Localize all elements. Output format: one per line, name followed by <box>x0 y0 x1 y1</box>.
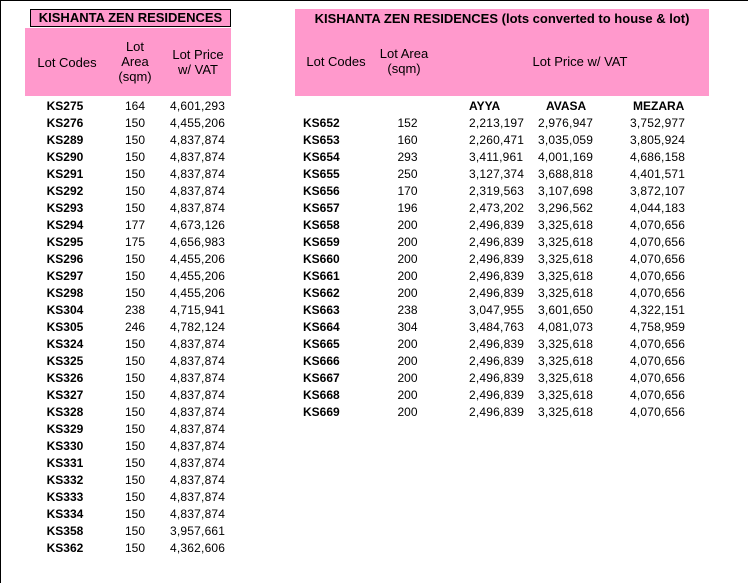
left-table-row <box>25 336 235 353</box>
left-cell-lot-code: KS293 <box>46 201 84 215</box>
frame-left-border <box>0 0 1 583</box>
right-cell-ayya-price: 3,127,374 <box>469 167 525 181</box>
right-cell-lot-area: 152 <box>397 116 418 130</box>
left-cell-lot-price: 4,837,874 <box>170 422 226 436</box>
right-cell-lot-area: 196 <box>397 201 418 215</box>
right-cell-mezara-price: 3,872,107 <box>630 184 686 198</box>
right-cell-ayya-price: 2,319,563 <box>469 184 525 198</box>
left-table-row <box>25 200 235 217</box>
left-cell-lot-price: 4,837,874 <box>170 337 226 351</box>
right-cell-lot-area: 200 <box>397 354 418 368</box>
right-cell-lot-area: 200 <box>397 286 418 300</box>
left-cell-lot-code: KS304 <box>46 303 84 317</box>
right-cell-lot-code: KS664 <box>303 320 340 334</box>
left-header-lot-codes: Lot Codes <box>37 55 97 70</box>
left-cell-lot-price: 4,837,874 <box>170 150 226 164</box>
left-header-lot-price <box>165 47 231 77</box>
right-header-mezara: MEZARA <box>633 99 685 113</box>
right-cell-avasa-price: 3,325,618 <box>538 269 594 283</box>
right-table-header <box>295 9 709 96</box>
right-cell-lot-area: 200 <box>397 235 418 249</box>
left-table-row <box>25 98 235 115</box>
left-table-row <box>25 472 235 489</box>
right-cell-lot-area: 200 <box>397 371 418 385</box>
left-cell-lot-area: 150 <box>124 184 146 198</box>
right-cell-ayya-price: 2,496,839 <box>469 371 525 385</box>
right-cell-lot-code: KS659 <box>303 235 340 249</box>
right-cell-mezara-price: 4,070,656 <box>630 388 686 402</box>
left-cell-lot-area: 175 <box>124 235 146 249</box>
left-cell-lot-code: KS332 <box>46 473 84 487</box>
right-cell-ayya-price: 2,496,839 <box>469 388 525 402</box>
right-cell-avasa-price: 3,035,059 <box>538 133 594 147</box>
left-table-row <box>25 166 235 183</box>
left-table-row <box>25 268 235 285</box>
left-cell-lot-area: 150 <box>124 201 146 215</box>
right-table-row <box>295 285 715 302</box>
left-cell-lot-code: KS294 <box>46 218 84 232</box>
left-table-row <box>25 319 235 336</box>
left-cell-lot-price: 4,782,124 <box>170 320 226 334</box>
right-cell-ayya-price: 2,496,839 <box>469 337 525 351</box>
left-header-lot-price-line1: Lot Price <box>172 47 224 62</box>
right-cell-lot-code: KS656 <box>303 184 340 198</box>
right-cell-mezara-price: 4,070,656 <box>630 218 686 232</box>
left-cell-lot-price: 4,837,874 <box>170 167 226 181</box>
right-cell-ayya-price: 2,473,202 <box>469 201 525 215</box>
left-table-row <box>25 540 235 557</box>
right-header-ayya: AYYA <box>469 99 501 113</box>
right-cell-lot-code: KS658 <box>303 218 340 232</box>
left-cell-lot-area: 150 <box>124 388 146 402</box>
left-table-row <box>25 370 235 387</box>
left-cell-lot-code: KS295 <box>46 235 84 249</box>
right-cell-ayya-price: 3,047,955 <box>469 303 525 317</box>
left-table-row <box>25 285 235 302</box>
right-cell-ayya-price: 2,213,197 <box>469 116 525 130</box>
right-cell-mezara-price: 4,322,151 <box>630 303 686 317</box>
right-cell-avasa-price: 2,976,947 <box>538 116 594 130</box>
left-table-row <box>25 455 235 472</box>
left-cell-lot-price: 4,656,983 <box>170 235 226 249</box>
left-cell-lot-code: KS297 <box>46 269 84 283</box>
left-cell-lot-area: 246 <box>124 320 146 334</box>
left-cell-lot-area: 150 <box>124 541 146 555</box>
frame-top-border <box>0 0 748 1</box>
right-cell-lot-code: KS661 <box>303 269 340 283</box>
left-cell-lot-code: KS328 <box>46 405 84 419</box>
right-cell-ayya-price: 2,496,839 <box>469 354 525 368</box>
left-cell-lot-code: KS296 <box>46 252 84 266</box>
right-cell-mezara-price: 4,070,656 <box>630 371 686 385</box>
right-cell-mezara-price: 4,070,656 <box>630 286 686 300</box>
right-table-title: KISHANTA ZEN RESIDENCES (lots converted to house & lot) <box>314 11 690 26</box>
left-table-row <box>25 353 235 370</box>
left-cell-lot-code: KS331 <box>46 456 84 470</box>
left-cell-lot-code: KS326 <box>46 371 84 385</box>
left-cell-lot-price: 4,455,206 <box>170 252 226 266</box>
left-table-row <box>25 234 235 251</box>
right-cell-mezara-price: 4,044,183 <box>630 201 686 215</box>
right-table-body <box>295 115 715 421</box>
right-cell-ayya-price: 2,496,839 <box>469 405 525 419</box>
left-table-row <box>25 183 235 200</box>
right-cell-avasa-price: 3,325,618 <box>538 235 594 249</box>
left-cell-lot-code: KS334 <box>46 507 84 521</box>
right-cell-lot-code: KS668 <box>303 388 340 402</box>
left-cell-lot-price: 4,362,606 <box>170 541 226 555</box>
right-cell-mezara-price: 4,070,656 <box>630 405 686 419</box>
right-cell-mezara-price: 4,070,656 <box>630 354 686 368</box>
left-table-row <box>25 149 235 166</box>
right-cell-lot-code: KS653 <box>303 133 340 147</box>
right-cell-mezara-price: 4,070,656 <box>630 337 686 351</box>
left-cell-lot-area: 150 <box>124 269 146 283</box>
right-table-row <box>295 217 715 234</box>
right-table-row <box>295 132 715 149</box>
left-table-body <box>25 98 235 557</box>
right-header-avasa: AVASA <box>546 99 587 113</box>
right-cell-mezara-price: 3,752,977 <box>630 116 686 130</box>
right-cell-avasa-price: 3,688,818 <box>538 167 594 181</box>
right-cell-lot-area: 238 <box>397 303 418 317</box>
left-cell-lot-price: 4,837,874 <box>170 405 226 419</box>
left-table-row <box>25 404 235 421</box>
right-cell-lot-code: KS657 <box>303 201 340 215</box>
right-table-row <box>295 115 715 132</box>
right-cell-lot-code: KS662 <box>303 286 340 300</box>
right-cell-lot-code: KS663 <box>303 303 340 317</box>
right-cell-lot-area: 293 <box>397 150 418 164</box>
left-cell-lot-code: KS305 <box>46 320 84 334</box>
left-cell-lot-code: KS330 <box>46 439 84 453</box>
right-table-row <box>295 387 715 404</box>
right-cell-avasa-price: 3,325,618 <box>538 218 594 232</box>
left-header-lot-area-line1: Lot <box>125 39 145 54</box>
left-cell-lot-price: 4,837,874 <box>170 388 226 402</box>
left-cell-lot-area: 150 <box>124 133 146 147</box>
left-cell-lot-price: 4,455,206 <box>170 286 226 300</box>
left-cell-lot-price: 4,837,874 <box>170 371 226 385</box>
right-cell-mezara-price: 4,401,571 <box>630 167 686 181</box>
left-cell-lot-area: 150 <box>124 490 146 504</box>
right-cell-lot-code: KS665 <box>303 337 340 351</box>
left-cell-lot-price: 4,601,293 <box>170 99 226 113</box>
right-table-row <box>295 302 715 319</box>
right-cell-avasa-price: 3,107,698 <box>538 184 594 198</box>
right-cell-avasa-price: 3,325,618 <box>538 286 594 300</box>
right-cell-avasa-price: 3,325,618 <box>538 337 594 351</box>
left-table-row <box>25 506 235 523</box>
right-table-row <box>295 370 715 387</box>
right-cell-ayya-price: 2,260,471 <box>469 133 525 147</box>
right-header-lot-area-line1: Lot Area <box>379 46 429 61</box>
right-cell-ayya-price: 3,484,763 <box>469 320 525 334</box>
right-cell-lot-area: 200 <box>397 337 418 351</box>
left-cell-lot-price: 4,837,874 <box>170 507 226 521</box>
left-cell-lot-area: 150 <box>124 354 146 368</box>
right-cell-mezara-price: 3,805,924 <box>630 133 686 147</box>
left-table-row <box>25 438 235 455</box>
right-table-row <box>295 200 715 217</box>
right-cell-lot-code: KS652 <box>303 116 340 130</box>
left-cell-lot-area: 150 <box>124 337 146 351</box>
left-cell-lot-code: KS358 <box>46 524 84 538</box>
left-cell-lot-price: 4,837,874 <box>170 439 226 453</box>
left-cell-lot-price: 4,837,874 <box>170 184 226 198</box>
right-cell-lot-area: 200 <box>397 218 418 232</box>
right-cell-avasa-price: 3,325,618 <box>538 388 594 402</box>
right-table-row <box>295 183 715 200</box>
left-cell-lot-price: 4,455,206 <box>170 116 226 130</box>
left-cell-lot-price: 4,715,941 <box>170 303 226 317</box>
left-cell-lot-area: 150 <box>124 524 146 538</box>
left-cell-lot-area: 150 <box>124 473 146 487</box>
left-cell-lot-area: 164 <box>124 99 146 113</box>
right-table-row <box>295 336 715 353</box>
right-cell-lot-code: KS660 <box>303 252 340 266</box>
left-header-lot-area-line2: Area <box>121 54 149 69</box>
left-table-row <box>25 115 235 132</box>
right-cell-avasa-price: 3,325,618 <box>538 252 594 266</box>
right-table-row <box>295 404 715 421</box>
left-cell-lot-price: 4,837,874 <box>170 201 226 215</box>
left-cell-lot-area: 150 <box>124 439 146 453</box>
right-table-row <box>295 234 715 251</box>
left-cell-lot-price: 4,673,126 <box>170 218 226 232</box>
right-cell-lot-area: 250 <box>397 167 418 181</box>
right-cell-lot-area: 170 <box>397 184 418 198</box>
right-cell-lot-code: KS667 <box>303 371 340 385</box>
right-cell-ayya-price: 2,496,839 <box>469 252 525 266</box>
right-cell-ayya-price: 3,411,961 <box>469 150 524 164</box>
right-cell-mezara-price: 4,686,158 <box>630 150 686 164</box>
right-cell-mezara-price: 4,070,656 <box>630 235 686 249</box>
left-table-row <box>25 251 235 268</box>
left-cell-lot-price: 4,837,874 <box>170 354 226 368</box>
left-cell-lot-area: 150 <box>124 167 146 181</box>
right-table-row <box>295 166 715 183</box>
right-cell-lot-area: 200 <box>397 405 418 419</box>
right-cell-avasa-price: 4,001,169 <box>538 150 594 164</box>
right-cell-avasa-price: 3,325,618 <box>538 371 594 385</box>
right-cell-ayya-price: 2,496,839 <box>469 286 525 300</box>
right-header-lot-price: Lot Price w/ VAT <box>532 54 628 69</box>
left-cell-lot-code: KS290 <box>46 150 84 164</box>
right-cell-avasa-price: 3,296,562 <box>538 201 594 215</box>
left-cell-lot-area: 150 <box>124 422 146 436</box>
left-cell-lot-area: 177 <box>124 218 146 232</box>
left-table-row <box>25 217 235 234</box>
left-cell-lot-code: KS298 <box>46 286 84 300</box>
left-cell-lot-area: 150 <box>124 456 146 470</box>
left-table-row <box>25 302 235 319</box>
left-cell-lot-code: KS291 <box>46 167 84 181</box>
left-cell-lot-price: 4,455,206 <box>170 269 226 283</box>
right-table-row <box>295 251 715 268</box>
right-cell-avasa-price: 3,325,618 <box>538 405 594 419</box>
right-cell-lot-code: KS655 <box>303 167 340 181</box>
left-cell-lot-area: 150 <box>124 405 146 419</box>
right-cell-lot-area: 200 <box>397 269 418 283</box>
left-cell-lot-price: 4,837,874 <box>170 473 226 487</box>
left-cell-lot-price: 4,837,874 <box>170 490 226 504</box>
left-table-header <box>25 28 231 96</box>
right-cell-ayya-price: 2,496,839 <box>469 235 525 249</box>
left-cell-lot-code: KS329 <box>46 422 84 436</box>
left-header-lot-area <box>109 39 161 84</box>
left-header-lot-area-line3: (sqm) <box>118 69 152 84</box>
right-cell-lot-code: KS654 <box>303 150 340 164</box>
left-cell-lot-price: 4,837,874 <box>170 133 226 147</box>
left-cell-lot-area: 150 <box>124 150 146 164</box>
left-cell-lot-area: 150 <box>124 252 146 266</box>
right-cell-avasa-price: 3,325,618 <box>538 354 594 368</box>
right-table-row <box>295 149 715 166</box>
right-cell-avasa-price: 4,081,073 <box>538 320 594 334</box>
right-cell-lot-area: 200 <box>397 252 418 266</box>
right-cell-lot-area: 200 <box>397 388 418 402</box>
right-cell-ayya-price: 2,496,839 <box>469 218 525 232</box>
left-cell-lot-area: 150 <box>124 286 146 300</box>
left-cell-lot-price: 4,837,874 <box>170 456 226 470</box>
right-cell-lot-code: KS666 <box>303 354 340 368</box>
left-header-lot-price-line2: w/ VAT <box>178 62 218 77</box>
left-cell-lot-area: 150 <box>124 371 146 385</box>
left-cell-lot-area: 150 <box>124 507 146 521</box>
right-cell-lot-code: KS669 <box>303 405 340 419</box>
left-cell-lot-code: KS327 <box>46 388 84 402</box>
left-cell-lot-code: KS289 <box>46 133 84 147</box>
left-table-title: KISHANTA ZEN RESIDENCES <box>30 9 231 27</box>
left-cell-lot-area: 238 <box>124 303 146 317</box>
right-cell-mezara-price: 4,758,959 <box>630 320 686 334</box>
right-table-row <box>295 268 715 285</box>
left-table-row <box>25 132 235 149</box>
left-cell-lot-code: KS292 <box>46 184 84 198</box>
left-table-row <box>25 489 235 506</box>
right-cell-lot-area: 304 <box>397 320 418 334</box>
left-cell-lot-area: 150 <box>124 116 146 130</box>
right-cell-lot-area: 160 <box>397 133 418 147</box>
right-table-row <box>295 319 715 336</box>
right-cell-mezara-price: 4,070,656 <box>630 269 686 283</box>
left-cell-lot-code: KS324 <box>46 337 84 351</box>
right-table-row <box>295 353 715 370</box>
right-header-lot-area <box>373 46 435 76</box>
left-cell-lot-price: 3,957,661 <box>170 524 226 538</box>
left-cell-lot-code: KS362 <box>46 541 84 555</box>
left-cell-lot-code: KS333 <box>46 490 84 504</box>
right-header-lot-area-line2: (sqm) <box>387 61 421 76</box>
left-table-row <box>25 387 235 404</box>
left-cell-lot-code: KS325 <box>46 354 84 368</box>
left-cell-lot-code: KS276 <box>46 116 84 130</box>
left-cell-lot-code: KS275 <box>46 99 84 113</box>
right-cell-mezara-price: 4,070,656 <box>630 252 686 266</box>
left-table-row <box>25 523 235 540</box>
left-table-row <box>25 421 235 438</box>
right-header-lot-codes: Lot Codes <box>306 54 366 69</box>
right-cell-ayya-price: 2,496,839 <box>469 269 525 283</box>
right-cell-avasa-price: 3,601,650 <box>538 303 594 317</box>
